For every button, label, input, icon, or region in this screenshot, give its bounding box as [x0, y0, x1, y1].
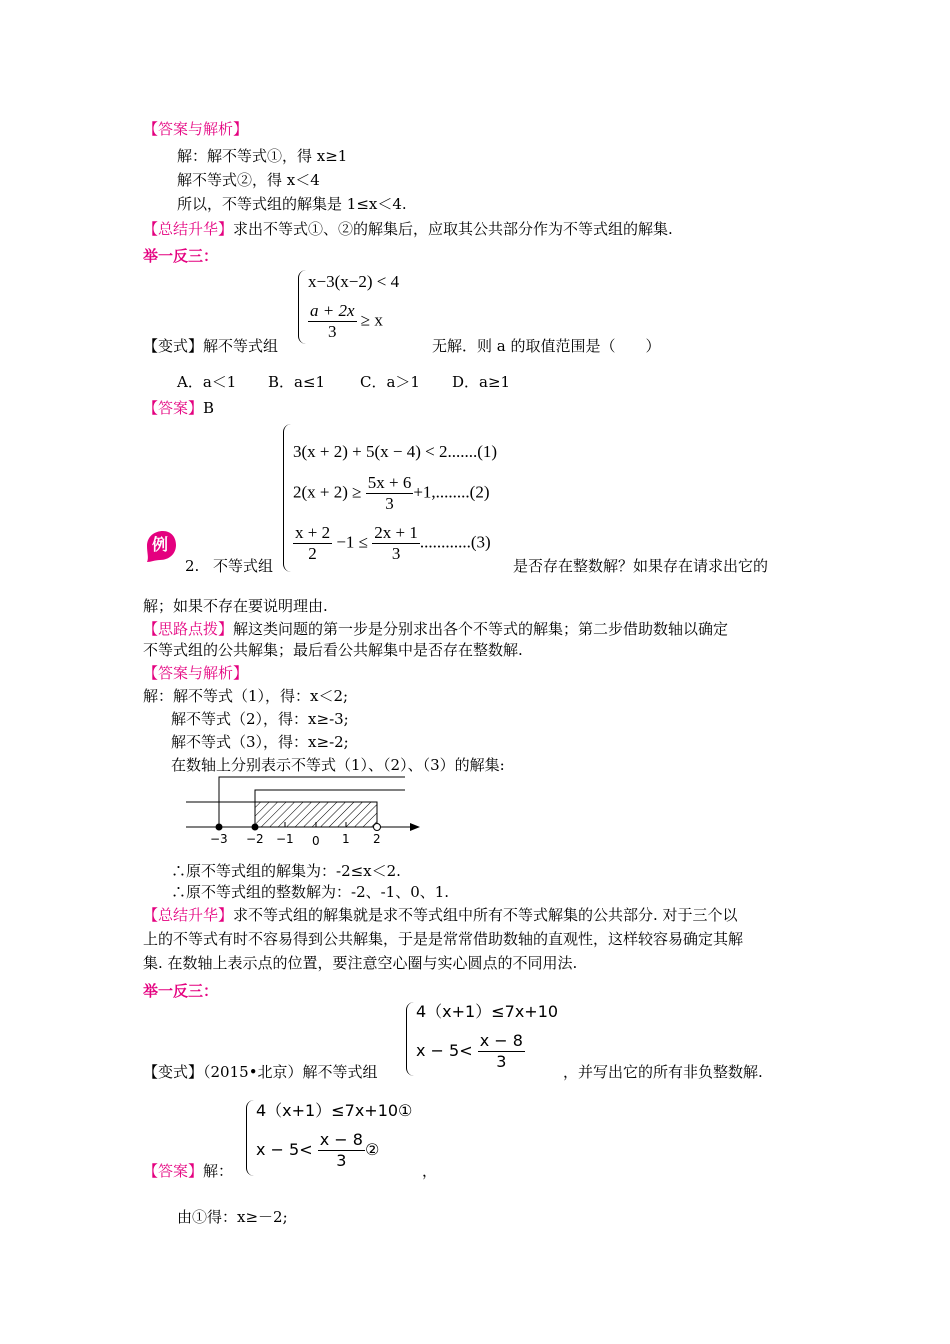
variant2-eq2-denominator: 3 — [496, 1052, 507, 1071]
practice-heading-2: 举一反三： — [143, 982, 219, 1000]
option-d: D．a≥1 — [452, 373, 511, 391]
summary2-text-1: 求不等式组的解集就是求不等式组中所有不等式解集的公共部分. 对于三个以 — [233, 906, 738, 924]
example2-eq3-tail: ............(3) — [419, 532, 491, 552]
tick-label-neg1: −1 — [276, 832, 294, 846]
variant2-eq2-head: x − 5< — [416, 1041, 473, 1060]
summary-tag-1: 【总结升华】 — [143, 220, 234, 238]
example2-eq3-mid: −1 ≤ — [336, 532, 369, 552]
tick-label-neg3: −3 — [210, 832, 228, 846]
example2-tail2: 解；如果不存在要说明理由. — [143, 597, 328, 615]
hint-text-1: 解这类问题的第一步是分别求出各个不等式的解集；第二步借助数轴以确定 — [233, 620, 729, 638]
example2-eq2-denominator: 3 — [385, 494, 394, 513]
answer2-text: 解： — [203, 1162, 234, 1180]
variant1-eq1: x−3(x−2) < 4 — [308, 272, 400, 291]
variant1-eq2-numerator: a + 2x — [310, 301, 355, 320]
answer2-eq2-denominator: 3 — [336, 1151, 347, 1170]
solution2-line-2: 解不等式（2），得：x≥-3; — [171, 710, 349, 728]
option-b: B．a≤1 — [268, 373, 326, 391]
tick-label-1: 1 — [342, 832, 350, 846]
answer2-eq2-numerator: x − 8 — [319, 1130, 363, 1149]
conclusion-1: ∴原不等式组的解集为：-2≤x＜2. — [171, 862, 401, 880]
number-line — [180, 772, 430, 852]
variant1-text1: 解不等式组 — [203, 337, 279, 355]
variant1-eq2-denominator: 3 — [328, 322, 337, 341]
example2-eq2 — [293, 473, 490, 514]
solution2-line-3: 解不等式（3），得：x≥-2; — [171, 733, 349, 751]
variant1-lead — [143, 336, 278, 356]
option-a: A．a＜1 — [177, 373, 237, 391]
answer-analysis-tag-2: 【答案与解析】 — [143, 664, 249, 682]
option-c: C．a＞1 — [360, 373, 420, 391]
summary2-line-2: 上的不等式有时不容易得到公共解集，于是是常常借助数轴的直观性，这样较容易确定其解 — [143, 930, 744, 948]
tick-label-2: 2 — [373, 832, 381, 846]
example-badge-label: 例 — [152, 535, 169, 554]
hint-line-2: 不等式组的公共解集；最后看公共解集中是否存在整数解. — [143, 641, 523, 659]
variant1-eq2 — [308, 301, 383, 342]
summary2-line-3: 集. 在数轴上表示点的位置，要注意空心圈与实心圆点的不同用法. — [143, 954, 578, 972]
answer-1 — [143, 398, 214, 418]
summary-text-1: 求出不等式①、②的解集后，应取其公共部分作为不等式组的解集. — [233, 220, 673, 238]
example2-tail: 是否存在整数解？如果存在请求出它的 — [513, 557, 769, 575]
system-brace-3 — [406, 1002, 415, 1076]
tick-label-0: 0 — [312, 834, 320, 848]
system-brace-2 — [283, 424, 292, 572]
solution2-line-1: 解：解不等式（1），得：x＜2; — [143, 687, 349, 705]
example2-eq3-numerator2: 2x + 1 — [374, 523, 418, 542]
example2-eq1: 3(x + 2) + 5(x − 4) < 2.......(1) — [293, 442, 498, 461]
tick-label-neg2: −2 — [246, 832, 264, 846]
variant2-text2: ，并写出它的所有非负整数解. — [563, 1063, 763, 1081]
solution-line-2: 解不等式②，得 x＜4 — [177, 171, 320, 189]
answer2-eq1: 4（x+1）≤7x+10① — [256, 1101, 413, 1120]
solution-line-3: 所以，不等式组的解集是 1≤x＜4. — [177, 195, 407, 213]
answer2-eq2-head: x − 5< — [256, 1140, 313, 1159]
answer-tag-2: 【答案】 — [143, 1162, 204, 1180]
example2-eq2-head: 2(x + 2) ≥ — [293, 482, 362, 502]
variant1-text2: 无解．则 a 的取值范围是（ ） — [432, 337, 661, 355]
variant2-text1: （2015•北京）解不等式组 — [203, 1063, 378, 1081]
example2-eq2-tail: +1,........(2) — [413, 482, 490, 502]
summary-1 — [143, 219, 673, 239]
summary-tag-2: 【总结升华】 — [143, 906, 234, 924]
variant-tag-1: 【变式】 — [143, 337, 204, 355]
variant2-lead — [143, 1062, 378, 1082]
hint-line-1 — [143, 619, 728, 639]
answer2-eq2-tail: ② — [364, 1140, 380, 1159]
hint-tag: 【思路点拨】 — [143, 620, 234, 638]
variant2-eq2 — [416, 1031, 525, 1072]
practice-heading-1: 举一反三： — [143, 247, 219, 265]
solution-line-1: 解：解不等式①，得 x≥1 — [177, 147, 348, 165]
variant2-eq2-numerator: x − 8 — [479, 1031, 523, 1050]
system-brace-4 — [246, 1100, 255, 1176]
answer2-line-1: 由①得：x≥－2; — [177, 1208, 288, 1226]
variant-tag-2: 【变式】 — [143, 1063, 204, 1081]
variant1-eq2-tail: ≥ x — [360, 310, 383, 330]
example2-eq2-numerator: 5x + 6 — [367, 473, 412, 492]
example2-eq3-denominator2: 3 — [391, 544, 401, 563]
variant2-eq1: 4（x+1）≤7x+10 — [416, 1002, 559, 1021]
answer-value-1: B — [203, 399, 215, 417]
answer-tag-1: 【答案】 — [143, 399, 204, 417]
system-brace-1 — [298, 270, 307, 344]
answer2-lead — [143, 1161, 233, 1181]
answer2-comma: ， — [422, 1162, 438, 1180]
conclusion-2: ∴原不等式组的整数解为：-2、-1、0、1. — [171, 883, 450, 901]
example2-eq3-numerator1: x + 2 — [295, 523, 331, 542]
summary2-line-1 — [143, 905, 738, 925]
example2-eq3-denominator1: 2 — [308, 544, 317, 563]
answer-analysis-tag-1: 【答案与解析】 — [143, 120, 249, 138]
example2-number: 2. — [185, 557, 200, 575]
example2-lead: 不等式组 — [213, 557, 274, 575]
example-badge — [143, 528, 179, 564]
example2-eq3 — [293, 523, 491, 564]
solution2-line-4: 在数轴上分别表示不等式（1）、（2）、（3）的解集: — [171, 756, 505, 774]
answer2-eq2 — [256, 1130, 379, 1171]
